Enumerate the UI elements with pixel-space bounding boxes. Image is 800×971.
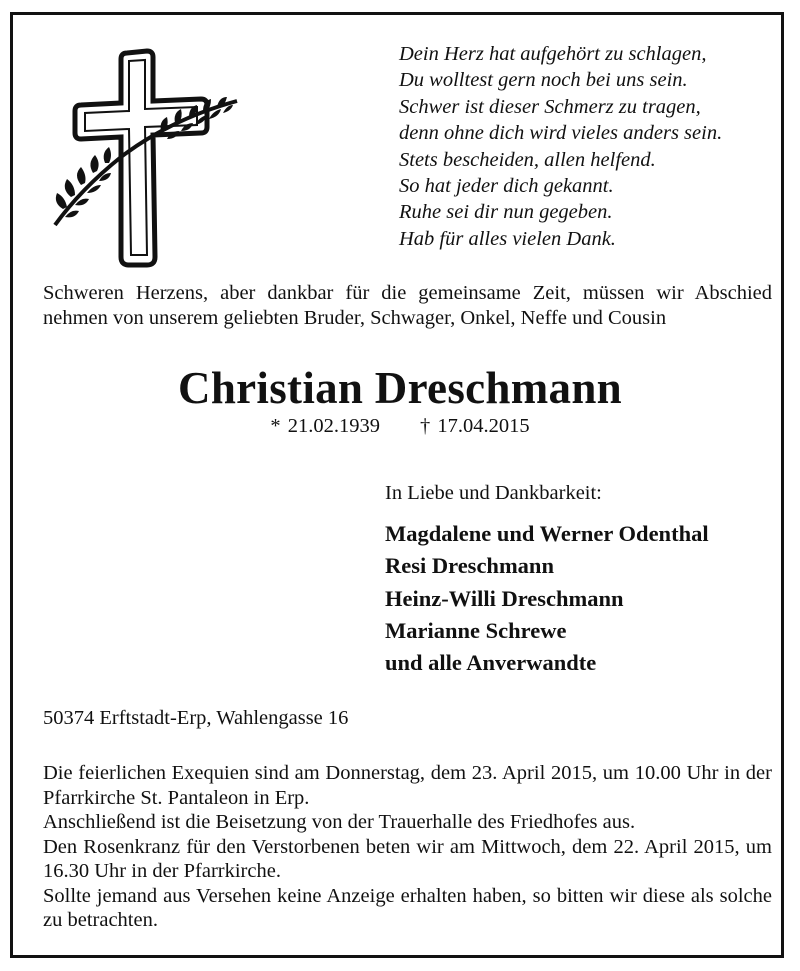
obituary-frame [10, 12, 784, 958]
mourner-name: Resi Dreschmann [385, 553, 554, 579]
mourner-name: und alle Anverwandte [385, 650, 597, 676]
closing-phrase: In Liebe und Dankbarkeit: [385, 482, 602, 504]
info-paragraph: Sollte jemand aus Versehen keine Anzeige erhalten haben, so bitten wir diese als solche zu betrachten. [43, 884, 772, 931]
poem-line: Du wolltest gern noch bei uns sein. [399, 69, 688, 92]
poem-line: Stets bescheiden, allen helfend. [399, 148, 656, 171]
mourner-name: Heinz-Willi Dreschmann [385, 585, 624, 611]
poem-line: Schwer ist dieser Schmerz zu tragen, [399, 95, 701, 118]
intro-text: Schweren Herzens, aber dankbar für die gemeinsame Zeit, müssen wir Abschied nehmen von unserem geliebten Bruder, Schwager, Onkel, Neffe und Cousin [43, 282, 772, 329]
info-paragraph: Den Rosenkranz für den Verstorbenen beten wir am Mittwoch, dem 22. April 2015, um 16.30 Uhr in der Pfarrkirche. [43, 835, 772, 882]
cross-with-palm-icon [41, 39, 241, 271]
death-date: † 17.04.2015 [420, 415, 530, 437]
info-paragraph: Die feierlichen Exequien sind am Donnerstag, dem 23. April 2015, um 10.00 Uhr in der Pfarrkirche St. Pantaleon in Erp. [43, 762, 772, 809]
address: 50374 Erftstadt-Erp, Wahlengasse 16 [43, 707, 349, 729]
info-paragraph: Anschließend ist die Beisetzung von der Trauerhalle des Friedhofes aus. [43, 811, 636, 833]
mourner-name: Marianne Schrewe [385, 617, 567, 643]
poem-line: Hab für alles vielen Dank. [399, 227, 616, 250]
poem-line: denn ohne dich wird vieles anders sein. [399, 122, 723, 145]
poem-line: So hat jeder dich gekannt. [399, 175, 614, 198]
poem [399, 41, 779, 252]
deceased-name: Christian Dreschmann [178, 363, 622, 413]
poem-line: Ruhe sei dir nun gegeben. [399, 201, 613, 224]
mourners-list [385, 518, 785, 679]
birth-date: * 21.02.1939 [270, 415, 380, 437]
mourner-name: Magdalene und Werner Odenthal [385, 521, 709, 546]
poem-line: Dein Herz hat aufgehört zu schlagen, [399, 43, 707, 65]
funeral-info [43, 761, 772, 933]
life-dates [13, 413, 787, 439]
